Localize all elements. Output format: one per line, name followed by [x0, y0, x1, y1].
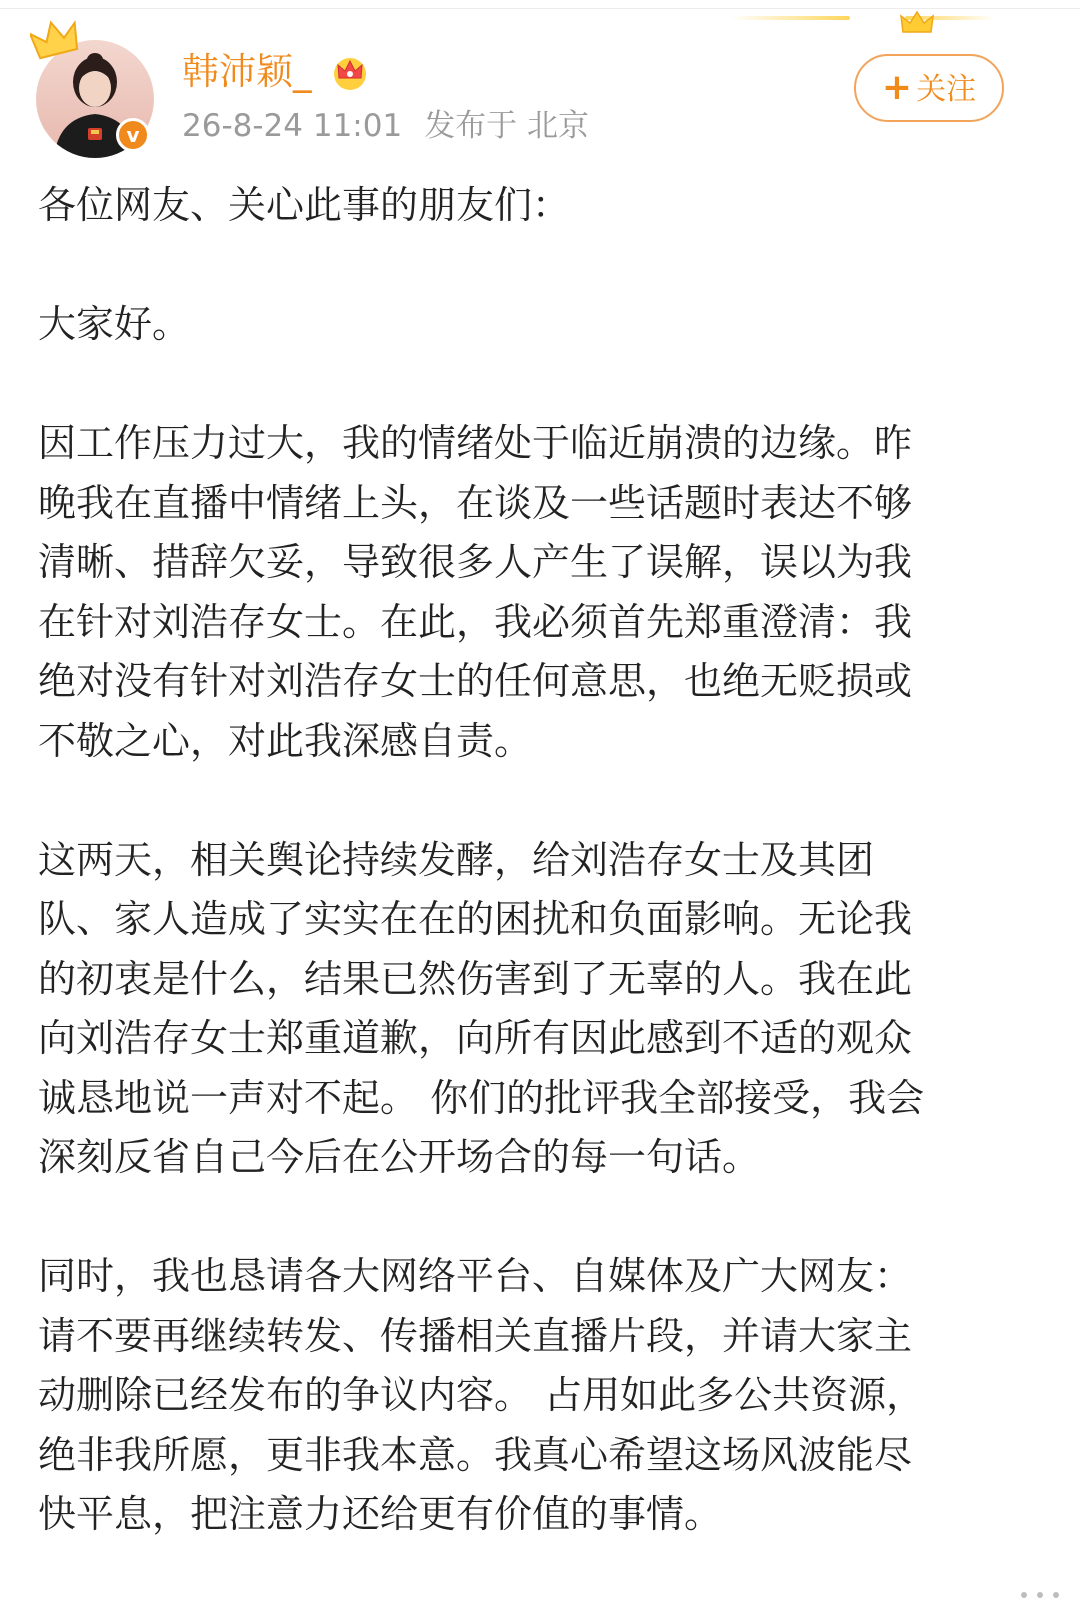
post-line: 请不要再继续转发、传播相关直播片段，并请大家主 [38, 1313, 913, 1358]
post-blank-line [38, 771, 1038, 831]
post-line: 这两天，相关舆论持续发酵，给刘浩存女士及其团 [38, 837, 875, 882]
post-line: 快平息，把注意力还给更有价值的事情。 [38, 1492, 723, 1536]
post-line: 不敬之心，对此我深感自责。 [38, 718, 533, 763]
post-line: 深刻反省自己今后在公开场合的每一句话。 [38, 1135, 761, 1179]
post-blank-line [38, 1188, 1038, 1248]
post-line: 同时，我也恳请各大网络平台、自媒体及广大网友： [38, 1254, 913, 1298]
post-body [38, 176, 1038, 1545]
post-line: 清晰、措辞欠妥，导致很多人产生了误解，误以为我 [38, 540, 913, 584]
post-blank-line [38, 355, 1038, 415]
post-line: 动删除已经发布的争议内容。 占用如此多公共资源， [38, 1373, 925, 1417]
post-line: 晚我在直播中情绪上头，在谈及一些话题时表达不够 [38, 480, 913, 525]
avatar-wrap[interactable] [36, 40, 154, 158]
post-line: 绝对没有针对刘浩存女士的任何意思，也绝无贬损或 [38, 659, 913, 703]
verified-badge-icon: v [116, 118, 150, 152]
more-dots-icon[interactable] [1016, 1584, 1064, 1606]
crown-decoration-icon [900, 10, 934, 36]
plus-icon: + [881, 67, 913, 108]
post-line: 各位网友、关心此事的朋友们： [38, 183, 571, 227]
avatar-crown-icon [30, 18, 80, 60]
post-line: 绝非我所愿，更非我本意。我真心希望这场风波能尽 [38, 1432, 913, 1477]
post-meta [182, 106, 589, 146]
post-line: 诚恳地说一声对不起。 你们的批评我全部接受，我会 [38, 1075, 925, 1120]
post-line: 向刘浩存女士郑重道歉，向所有因此感到不适的观众 [38, 1016, 913, 1060]
follow-label: 关注 [916, 72, 977, 107]
post-line: 因工作压力过大，我的情绪处于临近崩溃的边缘。昨 [38, 421, 913, 465]
post-location: 发布于 北京 [424, 108, 590, 144]
post-line: 的初衷是什么，结果已然伤害到了无辜的人。我在此 [38, 956, 913, 1001]
decor-stroke-left [730, 16, 850, 20]
post-timestamp: 26-8-24 11:01 [182, 108, 403, 144]
follow-button[interactable] [854, 54, 1004, 122]
user-name[interactable]: 韩沛颖_ [182, 50, 312, 93]
top-divider [0, 8, 1080, 9]
vip-crown-icon[interactable] [330, 52, 370, 92]
post-line: 大家好。 [38, 302, 191, 346]
post-blank-line [38, 236, 1038, 296]
post-line: 在针对刘浩存女士。在此，我必须首先郑重澄清：我 [38, 599, 913, 644]
post-line: 队、家人造成了实实在在的困扰和负面影响。无论我 [38, 897, 913, 941]
